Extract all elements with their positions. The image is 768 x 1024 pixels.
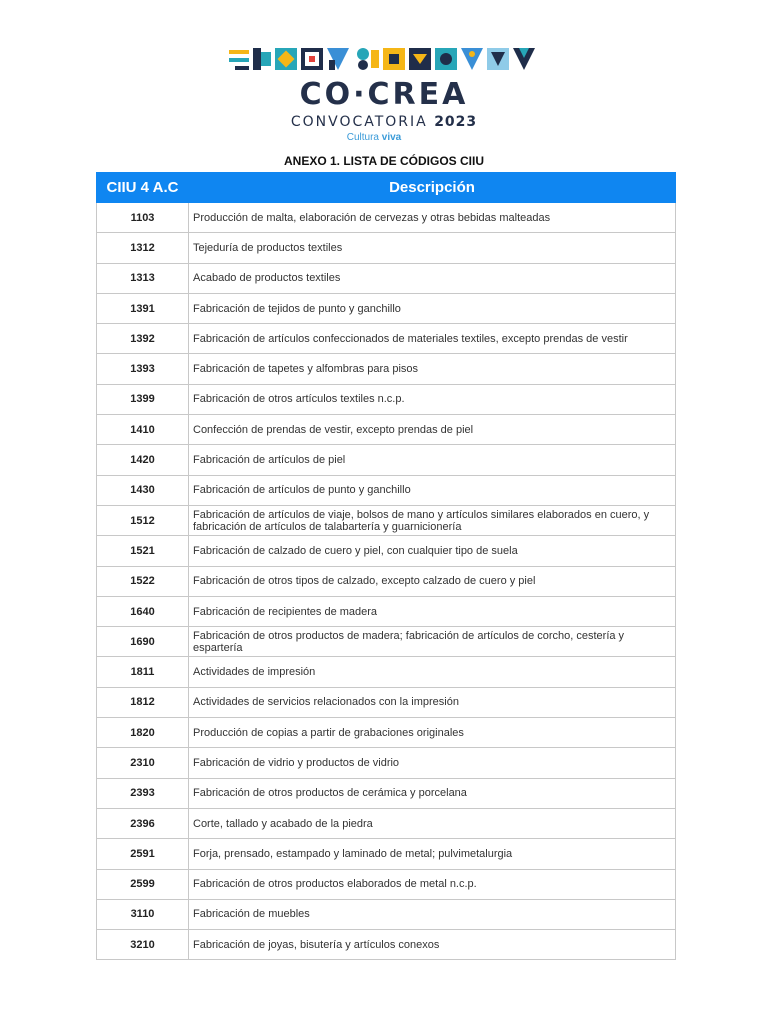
ciiu-code-cell: 3210 [97,930,189,960]
ciiu-code-cell: 2591 [97,839,189,869]
ciiu-code-cell: 2393 [97,778,189,808]
description-cell: Fabricación de calzado de cuero y piel, con cualquier tipo de suela [189,536,676,566]
table-row [97,324,676,354]
description-cell: Fabricación de artículos de viaje, bolsos de mano y artículos similares elaborados en cuero, y fabricación de artículos de talabartería y guarnicionería [189,505,676,535]
description-cell: Acabado de productos textiles [189,263,676,293]
table-row [97,627,676,657]
ciiu-code-cell: 1640 [97,596,189,626]
table-row [97,778,676,808]
table-row [97,687,676,717]
table-row [97,505,676,535]
description-cell: Fabricación de artículos confeccionados de materiales textiles, excepto prendas de vestir [189,324,676,354]
header-description: Descripción [189,173,676,203]
table-row [97,657,676,687]
description-cell: Fabricación de joyas, bisutería y artículos conexos [189,930,676,960]
decorative-pattern-strip [229,46,539,72]
ciiu-code-cell: 1820 [97,718,189,748]
description-cell: Confección de prendas de vestir, excepto prendas de piel [189,415,676,445]
ciiu-code-cell: 1430 [97,475,189,505]
description-cell: Fabricación de muebles [189,899,676,929]
table-header-row [97,173,676,203]
ciiu-code-cell: 1512 [97,505,189,535]
ciiu-code-cell: 1399 [97,384,189,414]
tagline-a: Cultura [346,132,379,143]
description-cell: Fabricación de artículos de punto y ganchillo [189,475,676,505]
description-cell: Actividades de impresión [189,657,676,687]
description-cell: Actividades de servicios relacionados con la impresión [189,687,676,717]
description-cell: Fabricación de recipientes de madera [189,596,676,626]
table-row [97,566,676,596]
table-row [97,930,676,960]
table-row [97,445,676,475]
table-row [97,808,676,838]
ciiu-code-cell: 1420 [97,445,189,475]
table-row [97,293,676,323]
description-cell: Producción de copias a partir de grabaciones originales [189,718,676,748]
description-cell: Corte, tallado y acabado de la piedra [189,808,676,838]
table-row [97,263,676,293]
ciiu-code-cell: 1393 [97,354,189,384]
ciiu-code-cell: 3110 [97,899,189,929]
description-cell: Fabricación de tapetes y alfombras para pisos [189,354,676,384]
ciiu-code-cell: 1392 [97,324,189,354]
ciiu-code-cell: 2310 [97,748,189,778]
ciiu-codes-table [96,172,676,960]
ciiu-code-cell: 1410 [97,415,189,445]
table-row [97,203,676,233]
description-cell: Fabricación de otros productos elaborados de metal n.c.p. [189,869,676,899]
table-row [97,869,676,899]
subtitle-word: CONVOCATORIA [290,114,428,130]
description-cell: Fabricación de otros productos de madera; fabricación de artículos de corcho, cestería y espartería [189,627,676,657]
ciiu-code-cell: 2599 [97,869,189,899]
ciiu-code-cell: 1521 [97,536,189,566]
description-cell: Tejeduría de productos textiles [189,233,676,263]
ciiu-code-cell: 1812 [97,687,189,717]
table-row [97,718,676,748]
ciiu-code-cell: 1313 [97,263,189,293]
table-row [97,899,676,929]
ciiu-code-cell: 1690 [97,627,189,657]
cocrea-logo [0,46,768,144]
annex-title: ANEXO 1. LISTA DE CÓDIGOS CIIU [283,154,485,168]
ciiu-code-cell: 1811 [97,657,189,687]
brand-tagline [0,132,768,144]
brand-name: CO·CREA [299,77,469,112]
ciiu-code-cell: 1103 [97,203,189,233]
table-row [97,748,676,778]
ciiu-code-cell: 2396 [97,808,189,838]
table-row [97,384,676,414]
description-cell: Fabricación de artículos de piel [189,445,676,475]
table-row [97,596,676,626]
table-row [97,475,676,505]
table-body [97,203,676,960]
ciiu-code-cell: 1391 [97,293,189,323]
subtitle-year: 2023 [434,114,478,130]
table-row [97,536,676,566]
description-cell: Producción de malta, elaboración de cervezas y otras bebidas malteadas [189,203,676,233]
description-cell: Fabricación de otros productos de cerámica y porcelana [189,778,676,808]
ciiu-code-cell: 1522 [97,566,189,596]
table-row [97,839,676,869]
table-row [97,233,676,263]
ciiu-code-cell: 1312 [97,233,189,263]
brand-subtitle [0,114,768,130]
table-row [97,354,676,384]
description-cell: Fabricación de otros artículos textiles n.c.p. [189,384,676,414]
description-cell: Forja, prensado, estampado y laminado de metal; pulvimetalurgia [189,839,676,869]
tagline-b: viva [381,132,402,143]
description-cell: Fabricación de otros tipos de calzado, excepto calzado de cuero y piel [189,566,676,596]
description-cell: Fabricación de vidrio y productos de vidrio [189,748,676,778]
header-code: CIIU 4 A.C [97,173,189,203]
description-cell: Fabricación de tejidos de punto y ganchillo [189,293,676,323]
table-row [97,415,676,445]
